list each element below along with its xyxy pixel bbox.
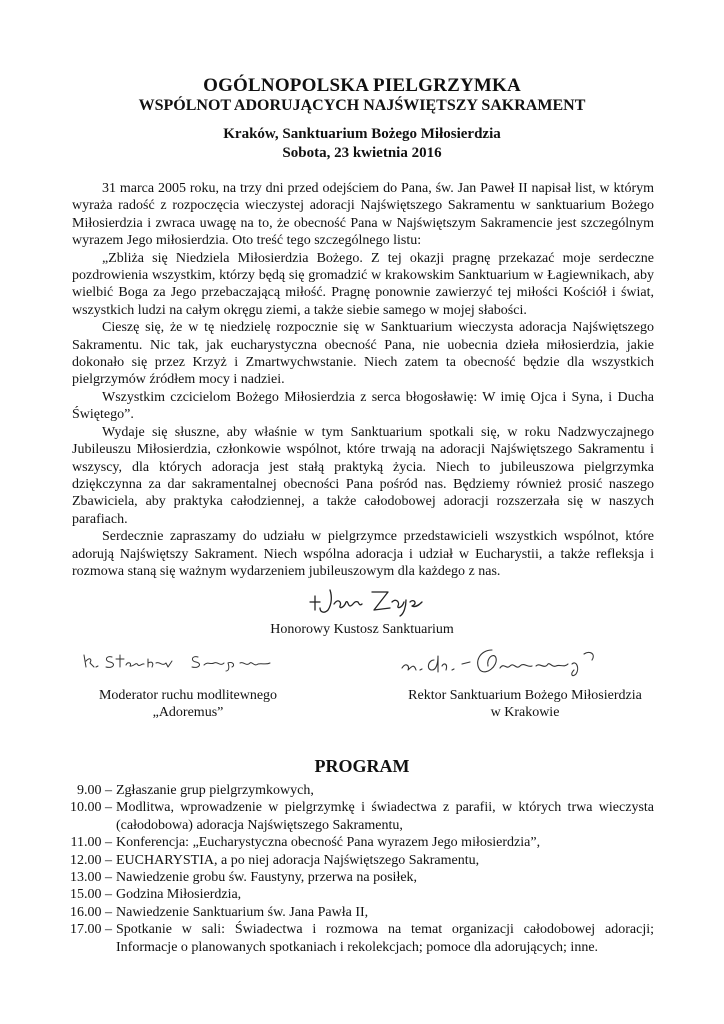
program-text: Nawiedzenie grobu św. Faustyny, przerwa na posiłek,: [116, 870, 418, 886]
event-place: Kraków, Sanktuarium Bożego Miłosierdzia: [223, 126, 501, 142]
program-time: 10.00 –: [70, 800, 112, 816]
program-time: 11.00 –: [70, 835, 112, 851]
program-text: EUCHARYSTIA, a po niej adoracja Najświętszego Sakramentu,: [116, 852, 480, 868]
title-line-2: WSPÓLNOT ADORUJĄCYCH NAJŚWIĘTSZY SAKRAMENT: [138, 97, 586, 114]
program-time: 15.00 –: [70, 887, 112, 903]
program-item: [58, 852, 654, 869]
program-list: [58, 782, 654, 956]
right-signature: [400, 644, 620, 680]
paragraph: Serdecznie zapraszamy do udziału w pielgrzymce przedstawicieli wszystkich wspólnot, które adorują Najświętszy Sakrament. Niech wspólna adoracja i udział w Eucharystii, a także refleksja i rozmowa staną się ważnym wydarzeniem jubileuszowym dla każdego z nas.: [72, 529, 654, 579]
program-item: [58, 799, 654, 834]
program-title: PROGRAM: [314, 756, 410, 776]
program-text: Nawiedzenie Sanktuarium św. Jana Pawła II,: [116, 904, 369, 920]
program-time: 13.00 –: [70, 870, 112, 886]
program-time: 17.00 –: [70, 922, 112, 938]
program-text: Modlitwa, wprowadzenie w pielgrzymkę i świadectwa z parafii, w których trwa wieczysta (całodobowa) adoracja Najświętszego Sakramentu,: [116, 800, 654, 833]
program-item: [58, 921, 654, 956]
program-item: [58, 834, 654, 851]
paragraph: Cieszę się, że w tę niedzielę rozpocznie się w Sanktuarium wieczysta adoracja Najświętszego Sakramentu. Nic tak, jak eucharystyczna obecność Pana, nie uobecnia dzieła miłosierdzia, jakie dokonało się przez Krzyż i Zmartwychwstanie. Niech zatem ta obecność będzie dla wszystkich pielgrzymów źródłem mocy i nadziei.: [72, 320, 654, 388]
moderator-title: Moderator ruchu modlitewnego: [98, 688, 278, 703]
program-text: Godzina Miłosierdzia,: [116, 887, 242, 903]
paragraph: Wydaje się słuszne, aby właśnie w tym Sanktuarium spotkali się, w roku Nadzwyczajnego Jubileuszu Miłosierdzia, członkowie wspólnot, które trwają na adoracji Najświętszego Sakramentu i wszyscy, dla których adoracja jest stałą praktyką życia. Niech to jubileuszowa pielgrzymka dziękczynna za dar sakramentalnej obecności Pana pośród nas. Będziemy również prosić naszego Zbawiciela, aby praktyka całodziennej, a także całodobowej adoracji rozszerzała się w naszych parafiach.: [72, 424, 654, 527]
left-signature-caption: [56, 687, 320, 721]
program-item: [58, 904, 654, 921]
title-line-1: OGÓLNOPOLSKA PIELGRZYMKA: [203, 75, 521, 96]
program-item: [58, 782, 654, 799]
program-text: Konferencja: „Eucharystyczna obecność Pana wyrazem Jego miłosierdzia”,: [116, 835, 541, 851]
program-text: Zgłaszanie grup pielgrzymkowych,: [116, 783, 314, 798]
moderator-movement: „Adoremus”: [152, 705, 224, 720]
program-time: 9.00 –: [77, 783, 112, 798]
paragraph: Wszystkim czcicielom Bożego Miłosierdzia z serca błogosławię: W imię Ojca i Syna, i Ducha Świętego”.: [72, 389, 654, 423]
main-signature-caption: Honorowy Kustosz Sanktuarium: [270, 622, 454, 637]
right-signature-caption: [360, 687, 690, 721]
event-date: Sobota, 23 kwietnia 2016: [282, 145, 442, 161]
main-signature: [306, 582, 426, 618]
program-text: Spotkanie w sali: Świadectwa i rozmowa na temat organizacji całodobowej adoracji; Informacje o planowanych spotkaniach i rekolekcjach; pomoce dla adorujących; inne.: [116, 922, 654, 955]
paragraph: „Zbliża się Niedziela Miłosierdzia Bożego. Z tej okazji pragnę przekazać moje serdeczne pozdrowienia wszystkim, którzy będą się gromadzić w krakowskim Sanktuarium w Łagiewnikach, aby wielbić Boga za Jego przebaczającą miłość. Pragnę ponownie zawierzyć tej miłości Kościół i świat, wszystkich ludzi na całym okręgu ziemi, a także siebie samego w mojej słabości.: [72, 250, 654, 318]
program-item: [58, 869, 654, 886]
rector-title: Rektor Sanktuarium Bożego Miłosierdzia: [408, 688, 642, 703]
left-signature: [82, 649, 282, 673]
program-time: 16.00 –: [70, 904, 112, 920]
program-item: [58, 886, 654, 903]
program-time: 12.00 –: [70, 852, 112, 868]
rector-location: w Krakowie: [490, 705, 560, 720]
letter-body: [72, 180, 654, 580]
paragraph: 31 marca 2005 roku, na trzy dni przed odejściem do Pana, św. Jan Paweł II napisał list, w którym wyraża radość z rozpoczęcia wieczystej adoracji Najświętszego Sakramentu w sanktuarium Bożego Miłosierdzia i zwraca uwagę na to, że obecność Pana w Najświętszym Sakramencie jest szczególnym wyrazem Jego miłosierdzia. Oto treść tego szczególnego listu:: [72, 181, 654, 249]
